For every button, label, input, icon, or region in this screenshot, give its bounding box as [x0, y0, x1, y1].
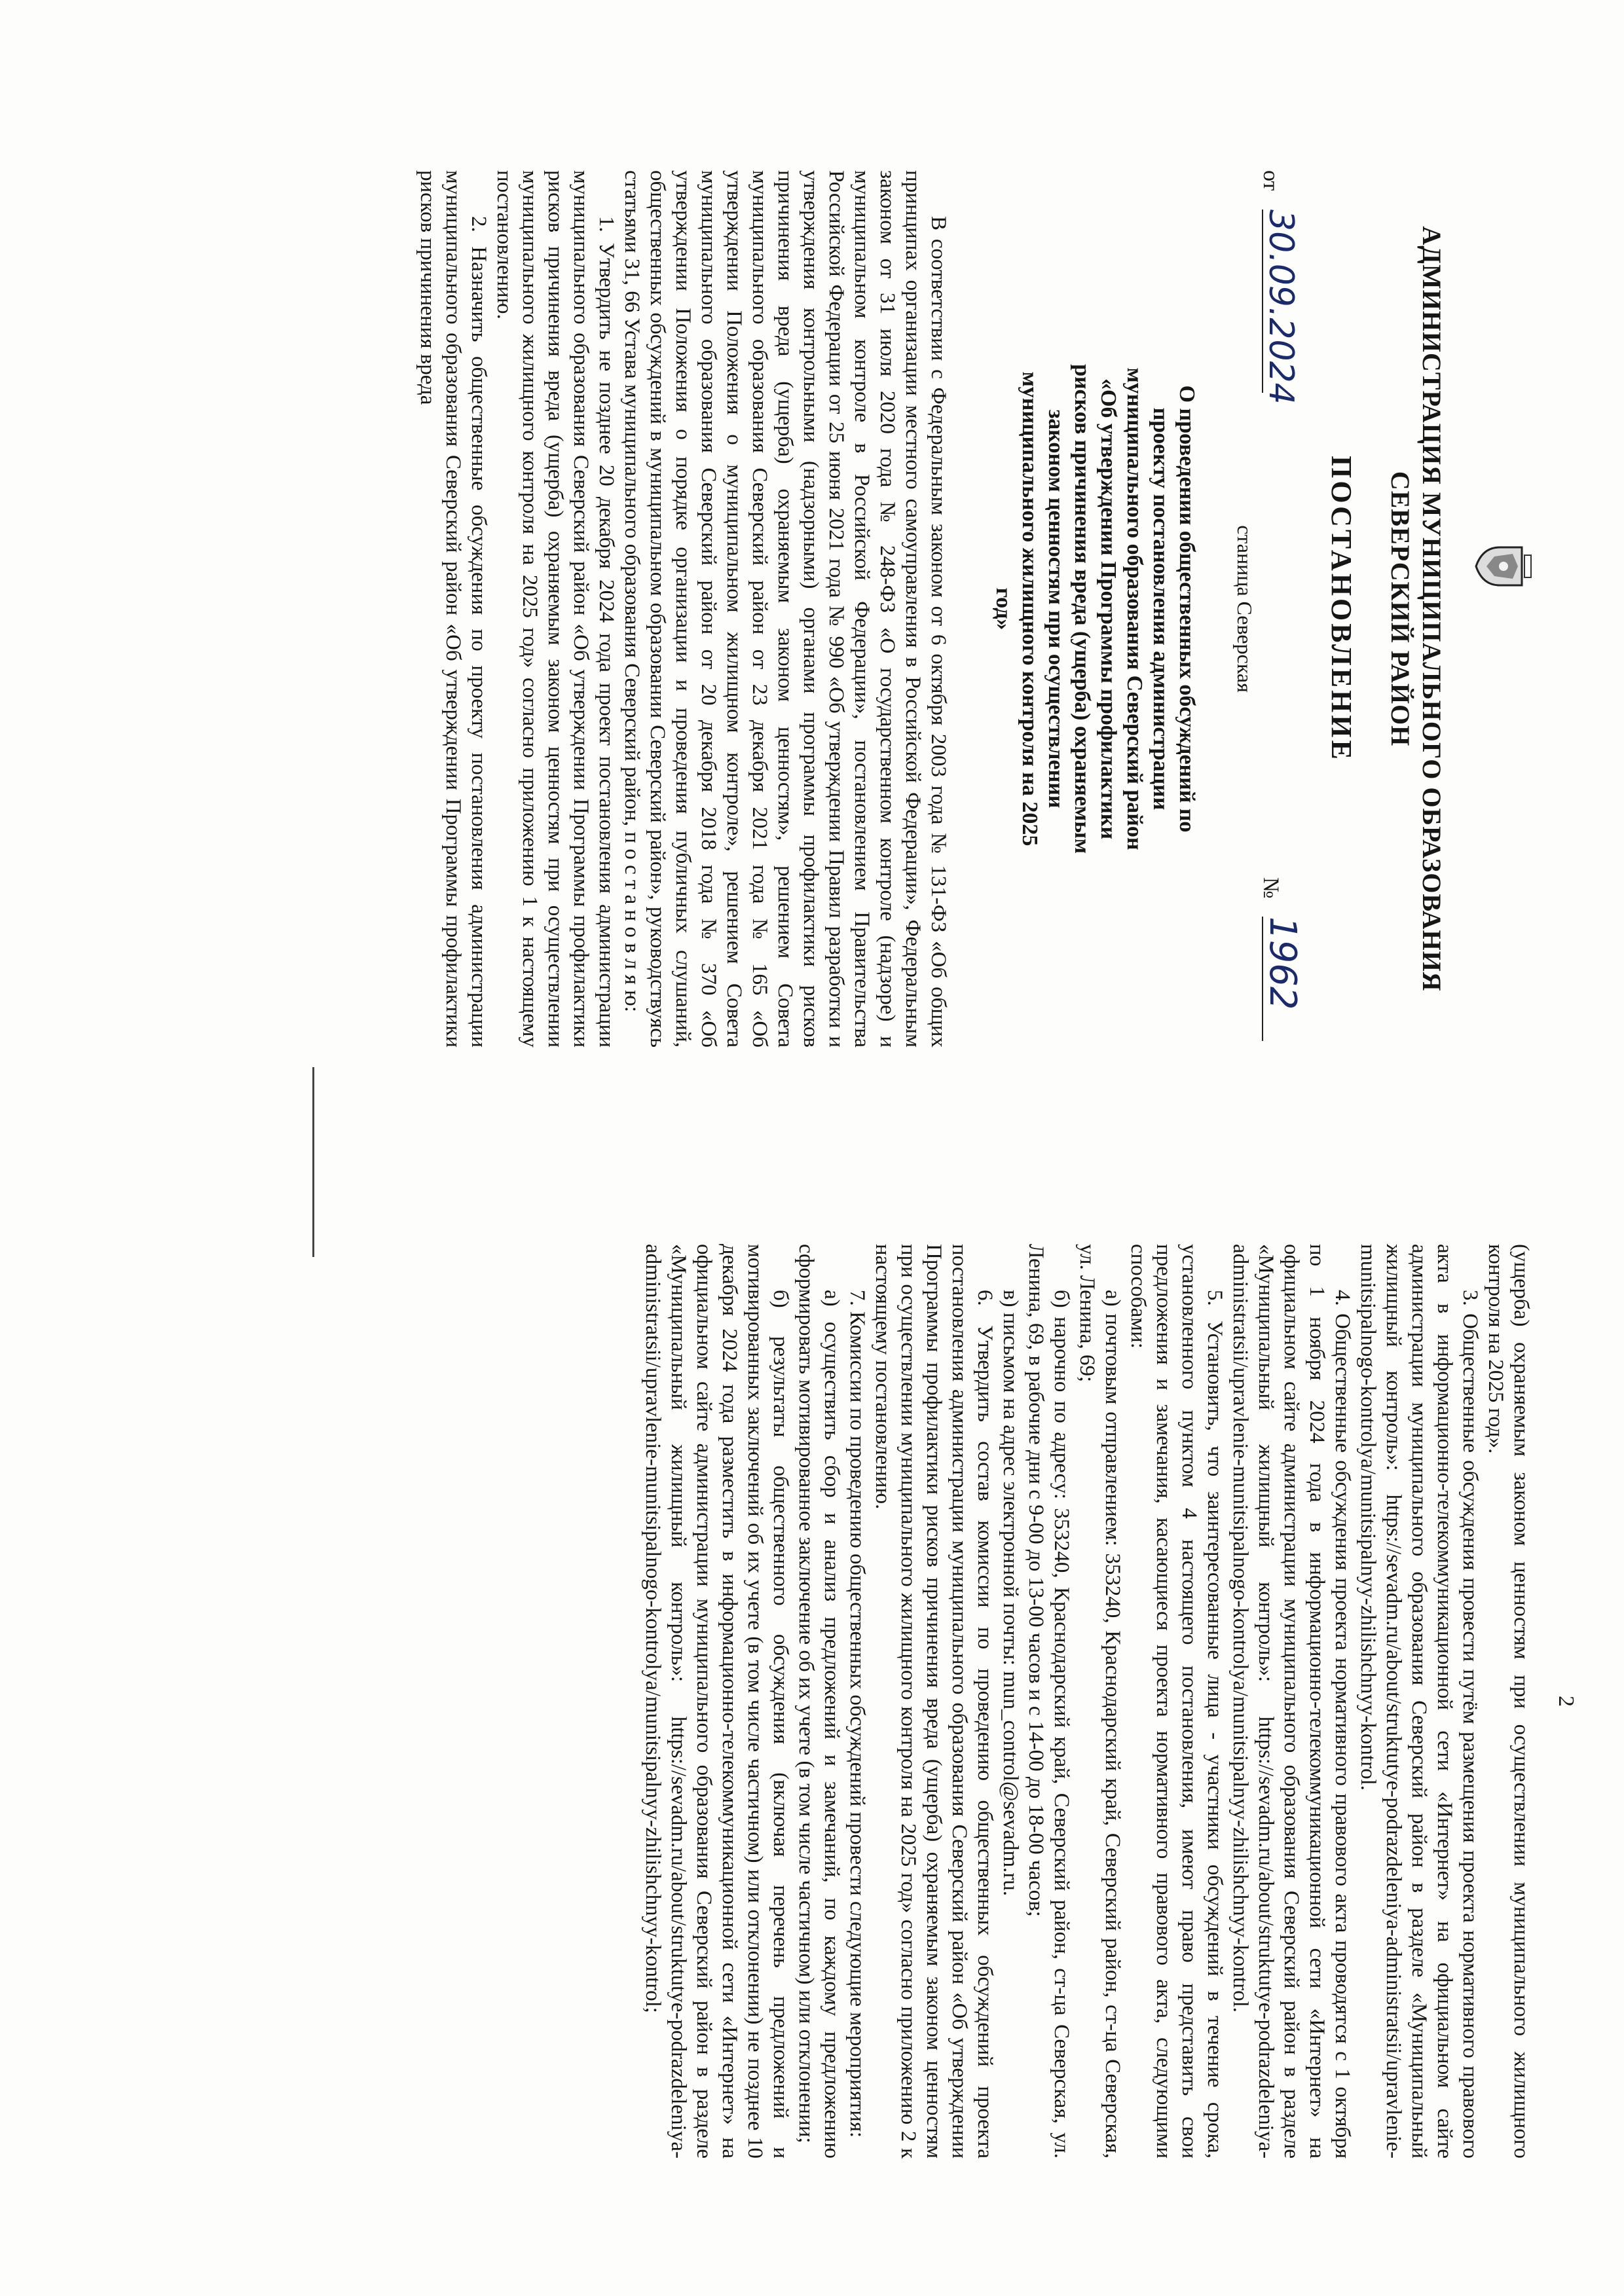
page-2-paragraph: а) осуществить сбор и анализ предложений и замечаний, по каждому предложению сформировать мотивированное заключение об их учете (в том числе частичном) или отклонении; [794, 1244, 843, 2159]
organization-name [1384, 170, 1447, 1048]
handwritten-number: 1962 [1262, 917, 1301, 1041]
page-2-paragraph: а) почтовым отправлением: 353240, Краснодарский край, Северский район, ст-ца Северская, ул. Ленина, 69; [1075, 1244, 1124, 2159]
clause-1: 1. Утвердить не позднее 20 декабря 2024 года проект постановления администрации муниципального образования Северский район «Об утверждении Программы профилактики рисков причинения вреда (ущерба) охраняемым законом ценностям при осуществлении муниципального жилищного контроля на 2025 год» согласно приложению 1 к настоящему постановлению. [492, 170, 618, 1048]
page-1 [0, 0, 1624, 1146]
preamble-paragraph: В соответствии с Федеральным законом от 6 октября 2003 года № 131-ФЗ «Об общих принципах организации местного самоуправления в Российской Федерации», Федеральным законом от 31 июля 2020 года № 248-ФЗ «О государственном контроле (надзоре) и муниципальном контроле в Российской Федерации», постановлением Правительства Российской Федерации от 25 июня 2021 года № 990 «Об утверждении Правил разработки и утверждения контрольными (надзорными) органами программы профилактики рисков причинения вреда (ущерба) охраняемым законом ценностям», решением Совета муниципального образования Северский район от 23 декабря 2021 года № 165 «Об утверждении Положения о муниципальном жилищном контроле», решением Совета муниципального образования Северский район от 20 декабря 2018 года № 370 «Об утверждении Положения о порядке организации и проведения публичных слушаний, общественных обсуждений в муниципальном образовании Северский район», руководствуясь статьями 31, 66 Устава муниципального образования Северский район, п о с т а н о в л я ю: [620, 170, 950, 1048]
page-2-body [640, 1244, 1534, 2159]
page-1-body [415, 170, 951, 1048]
document-type: ПОСТАНОВЛЕНИЕ [1325, 456, 1357, 762]
place-of-issue: станица Северская [1233, 525, 1257, 693]
page-2-paragraph: 3. Общественные обсуждения провести путём размещения проекта нормативного правового акта в информационно-телекоммуникационной сети «Интернет» на официальном сайте администрации муниципального образования Северский район в разделе «Муниципальный жилищный контроль»: https://sevadm.ru/about/struktutye-podrazdeleniya-administratsii/upravlenie-munitsipalnogo-kontrolya/munitsipalnyy-zhilishchnyy-kontrol. [1356, 1244, 1482, 2159]
organization-line-1: АДМИНИСТРАЦИЯ МУНИЦИПАЛЬНОГО ОБРАЗОВАНИЯ [1417, 226, 1447, 992]
clause-2-start: 2. Назначить общественные обсуждения по проекту постановления администрации муниципального образования Северский район «Об утверждении Программы профилактики рисков причинения вреда [416, 170, 490, 1048]
document-title: О проведении общественных обсуждений по проекту постановления администрации муниципального образования Северский район «Об утверждении Программы профилактики рисков причинения вреда (ущерба) охраняемым законом ценностям при осуществлении муниципального жилищного контроля на 2025 год» [991, 364, 1199, 854]
date-prefix: от [1259, 170, 1283, 191]
coat-of-arms-emblem [1475, 543, 1532, 589]
page-2-paragraph: 4. Общественные обсуждения проекта нормативного правового акта проводятся с 1 октября по 1 ноября 2024 года в информационно-телекоммуникационной сети «Интернет» на официальном сайте администрации муниципального образования Северский район в разделе «Муниципальный жилищный контроль»: https://sevadm.ru/about/struktutye-podrazdeleniya-administratsii/upravlenie-munitsipalnogo-kontrolya/munitsipalnyy-zhilishchnyy-kontrol. [1228, 1244, 1354, 2159]
scan-edge-mark [312, 1067, 314, 1146]
date-number-line [1253, 170, 1305, 1048]
page-2-paragraph: 6. Утвердить состав комиссии по проведению общественных обсуждений проекта постановления администрации муниципального образования Северский район «Об утверждении Программы профилактики рисков причинения вреда (ущерба) охраняемым законом ценностям при осуществлении муниципального жилищного контроля на 2025 год» согласно приложению 2 к настоящему постановлению. [871, 1244, 997, 2159]
page-2-paragraph: б) нарочно по адресу: 353240, Краснодарский край, Северский район, ст-ца Северская, ул. Ленина, 69, в рабочие дни с 9-00 до 13-00 часов и с 14-00 до 18-00 часов; [1024, 1244, 1073, 2159]
page-2 [0, 1146, 1624, 2296]
page-2-paragraph: в) письмом на адрес электронной почты: mun_control@sevadm.ru. [999, 1290, 1022, 1897]
page-2-paragraph: (ущерба) охраняемым законом ценностям при осуществлении муниципального жилищного контроля на 2025 год». [1484, 1244, 1533, 2159]
handwritten-date: 30.09.2024 [1261, 210, 1301, 405]
scan-edge-mark [312, 1146, 314, 1257]
organization-line-2: СЕВЕРСКИЙ РАЙОН [1386, 471, 1415, 747]
number-prefix: № [1259, 877, 1283, 899]
page-2-paragraph: 5. Установить, что заинтересованные лица - участники обсуждений в течение срока, установленного пунктом 4 настоящего постановления, имеют право представить свои предложения и замечания, касающиеся проекта нормативного правового акта, следующими способами: [1126, 1244, 1227, 2159]
page-2-paragraph: 7. Комиссии по проведению общественных обсуждений провести следующие мероприятия: [845, 1290, 869, 2138]
page-2-paragraph: б) результаты общественного обсуждения (включая перечень предложений и мотивированных заключений об их учете (в том числе частичном) или отклонении) не позднее 10 декабря 2024 года разместить в информационно-телекоммуникационной сети «Интернет» на официальном сайте администрации муниципального образования Северский район в разделе «Муниципальный жилищный контроль»: https://sevadm.ru/about/struktutye-podrazdeleniya-administratsii/upravlenie-munitsipalnogo-kontrolya/munitsipalnyy-zhilishchnyy-kontrol; [641, 1244, 792, 2159]
page-number: 2 [1554, 1696, 1578, 1707]
